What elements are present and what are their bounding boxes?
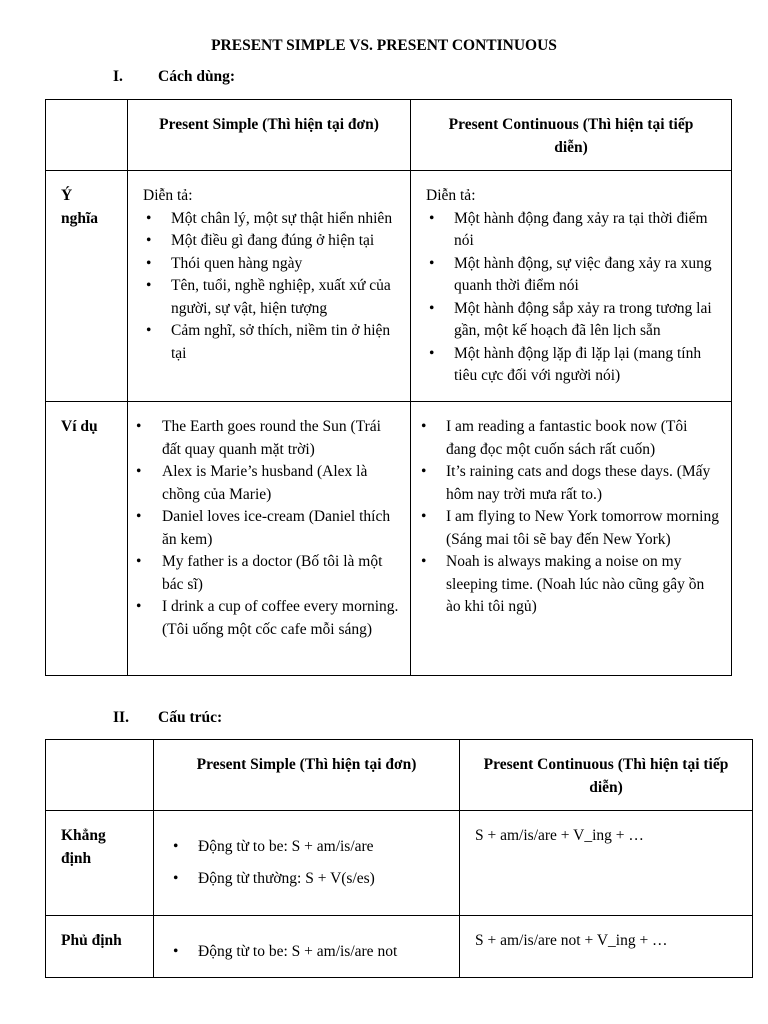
table-row-affirmative: [46, 811, 753, 916]
list-item: • Alex is Marie’s husband (Alex là chồng của Marie): [136, 463, 368, 503]
section-title: Cách dùng:: [158, 68, 236, 85]
example-continuous-list: [421, 416, 721, 619]
list-item: • I am flying to New York tomorrow morning (Sáng mai tôi sẽ bay đến New York): [421, 508, 719, 548]
list-item: • The Earth goes round the Sun (Trái đất quay quanh mặt trời): [136, 418, 381, 458]
section-title: Cấu trúc:: [158, 709, 223, 726]
list-item: • Động từ thường: S + V(s/es): [173, 869, 375, 887]
row-label-meaning: Ý nghĩa: [46, 171, 128, 402]
negative-continuous-cell: [460, 916, 753, 978]
meaning-continuous-list: [426, 208, 721, 388]
section-number: II.: [113, 709, 129, 726]
column-header-present-continuous: Present Continuous (Thì hiện tại tiếp diễn): [460, 740, 753, 811]
list-item: • Một hành động sắp xảy ra trong tương lai gần, một kế hoạch đã lên lịch sẵn: [429, 299, 712, 339]
example-simple-list: [136, 416, 402, 641]
table-header-row: [46, 740, 753, 811]
list-item: • Thói quen hàng ngày: [146, 254, 303, 272]
list-item: • I drink a cup of coffee every morning. (Tôi uống một cốc cafe mỗi sáng): [136, 598, 399, 638]
list-item: • Một hành động đang xảy ra tại thời điểm nói: [429, 209, 708, 249]
table-row-meaning: [46, 171, 732, 402]
meaning-lead: Diễn tả:: [426, 187, 476, 204]
column-header-present-simple: Present Simple (Thì hiện tại đơn): [128, 100, 411, 171]
meaning-continuous-cell: [411, 171, 732, 402]
list-item: • Tên, tuổi, nghề nghiệp, xuất xứ của người, sự vật, hiện tượng: [146, 277, 391, 317]
formula-text: S + am/is/are not + V_ing + …: [475, 932, 668, 949]
structure-table: [45, 739, 753, 978]
table-header-row: [46, 100, 732, 171]
list-item: • Một chân lý, một sự thật hiển nhiên: [146, 209, 393, 227]
column-header-present-simple: Present Simple (Thì hiện tại đơn): [154, 740, 460, 811]
example-continuous-cell: [411, 402, 732, 676]
table-row-negative: [46, 916, 753, 978]
empty-corner-cell: [46, 100, 128, 171]
example-simple-cell: [128, 402, 411, 676]
page-title: PRESENT SIMPLE VS. PRESENT CONTINUOUS: [211, 37, 557, 54]
table-row-example: [46, 402, 732, 676]
row-label-example: Ví dụ: [46, 402, 128, 676]
list-item: • Động từ to be: S + am/is/are: [173, 838, 374, 855]
list-item: • Cảm nghĩ, sở thích, niềm tin ở hiện tại: [146, 322, 391, 362]
affirmative-simple-cell: [154, 811, 460, 916]
list-item: • My father is a doctor (Bố tôi là một bác sĩ): [136, 553, 383, 593]
usage-table: [45, 99, 732, 676]
row-label-negative: Phủ định: [46, 916, 154, 978]
meaning-simple-cell: [128, 171, 411, 402]
negative-simple-list: [173, 941, 451, 964]
list-item: • It’s raining cats and dogs these days. (Mấy hôm nay trời mưa rất to.): [421, 463, 711, 503]
list-item: • Noah is always making a noise on my sleeping time. (Noah lúc nào cũng gây ồn ào khi tôi ngủ): [421, 553, 705, 615]
list-item: • I am reading a fantastic book now (Tôi đang đọc một cuốn sách rất cuốn): [421, 418, 688, 458]
list-item: • Daniel loves ice-cream (Daniel thích ăn kem): [136, 508, 391, 548]
list-item: • Một hành động lặp đi lặp lại (mang tính tiêu cực đối với người nói): [429, 344, 702, 384]
empty-corner-cell: [46, 740, 154, 811]
meaning-simple-list: [143, 208, 402, 366]
negative-simple-cell: [154, 916, 460, 978]
affirmative-simple-list: [173, 836, 451, 890]
section-number: I.: [113, 68, 123, 85]
list-item: • Động từ to be: S + am/is/are not: [173, 943, 398, 960]
row-label-affirmative: Khẳng định: [46, 811, 154, 916]
list-item: • Một hành động, sự việc đang xảy ra xung quanh thời điểm nói: [429, 254, 712, 294]
meaning-lead: Diễn tả:: [143, 187, 193, 204]
list-item: • Một điều gì đang đúng ở hiện tại: [146, 232, 375, 249]
column-header-present-continuous: Present Continuous (Thì hiện tại tiếp diễn): [411, 100, 732, 171]
affirmative-continuous-cell: [460, 811, 753, 916]
formula-text: S + am/is/are + V_ing + …: [475, 827, 644, 844]
